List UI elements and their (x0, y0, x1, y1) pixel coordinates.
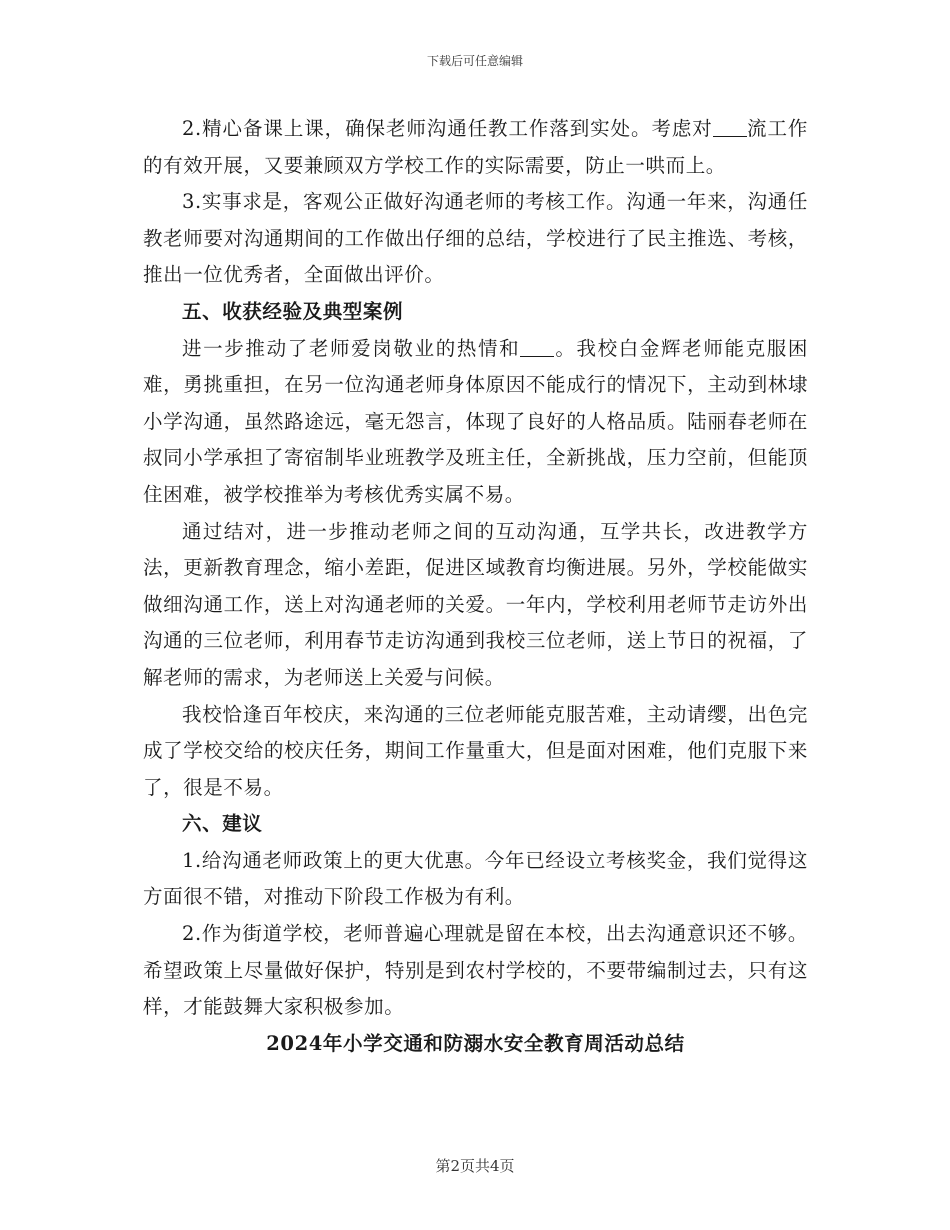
fill-blank (520, 336, 554, 357)
paragraph-item-3: 3.实事求是，客观公正做好沟通老师的考核工作。沟通一年来，沟通任教老师要对沟通期间的工作做出仔细的总结，学校进行了民主推选、考核，推出一位优秀者，全面做出评价。 (143, 190, 808, 287)
fill-blank (713, 117, 747, 138)
section-heading-5: 五、收获经验及典型案例 (182, 299, 404, 323)
paragraph-suggestion-1: 1.给沟通老师政策上的更大优惠。今年已经设立考核奖金，我们觉得这方面很不错，对推动下阶段工作极为有利。 (143, 848, 808, 909)
paragraph-text: 流工作的有效开展，又要兼顾双方学校工作的实际需要，防止一哄而上。 (143, 117, 808, 177)
paragraph-experience (143, 331, 808, 514)
paragraph-text: 。我校白金辉老师能克服困难，勇挑重担，在另一位沟通老师身体原因不能成行的情况下，主动到林埭小学沟通，虽然路途远，毫无怨言，体现了良好的人格品质。陆丽春老师在叔同小学承担了寄宿制毕业班教学及班主任，全新挑战，压力空前，但能顶住困难，被学校推举为考核优秀实属不易。 (143, 336, 808, 506)
paragraph-text: 进一步推动了老师爱岗敬业的热情和 (182, 336, 521, 360)
paragraph-anniversary: 我校恰逢百年校庆，来沟通的三位老师能克服苦难，主动请缨，出色完成了学校交给的校庆任务，期间工作量重大，但是面对困难，他们克服下来了，很是不易。 (143, 702, 808, 799)
paragraph-pairing: 通过结对，进一步推动老师之间的互动沟通，互学共长，改进教学方法，更新教育理念，缩小差距，促进区域教育均衡进展。另外，学校能做实做细沟通工作，送上对沟通老师的关爱。一年内，学校利用老师节走访外出沟通的三位老师，利用春节走访沟通到我校三位老师，送上节日的祝福，了解老师的需求，为老师送上关爱与问候。 (143, 519, 808, 689)
paragraph-suggestion-2: 2.作为街道学校，老师普遍心理就是留在本校，出去沟通意识还不够。希望政策上尽量做好保护，特别是到农村学校的，不要带编制过去，只有这样，才能鼓舞大家积极参加。 (143, 922, 808, 1019)
paragraph-text: 2.精心备课上课，确保老师沟通任教工作落到实处。考虑对 (182, 117, 713, 140)
page-number: 第2页共4页 (435, 1157, 515, 1175)
paragraph-item-2 (143, 111, 808, 184)
page-header: 下载后可任意编辑 (426, 54, 523, 68)
section-heading-6: 六、建议 (182, 812, 263, 836)
document-body (143, 111, 808, 1062)
next-document-title: 2024年小学交通和防溺水安全教育周活动总结 (266, 1031, 685, 1055)
